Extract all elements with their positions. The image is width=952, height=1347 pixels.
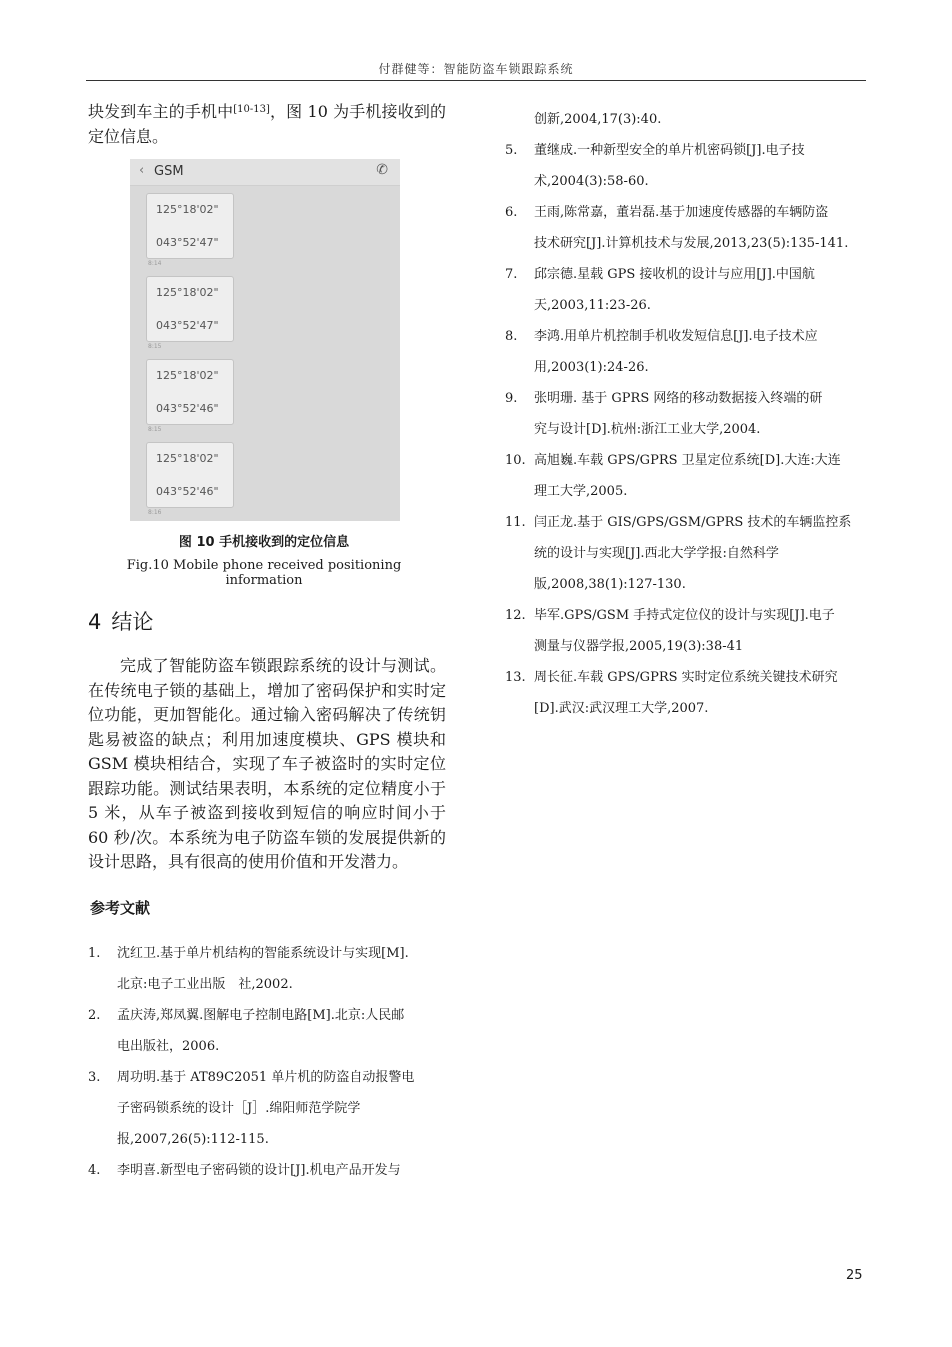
reference-text: 版,2008,38(1):127-130. <box>534 577 686 592</box>
reference-text: 子密码锁系统的设计［J］.绵阳师范学院学 <box>117 1100 361 1116</box>
reference-text: 董继成.一种新型安全的单片机密码锁[J].电子技 <box>534 143 805 158</box>
reference-text: 周功明.基于 AT89C2051 单片机的防盗自动报警电 <box>117 1069 415 1085</box>
phone-contact-title: GSM <box>154 164 184 179</box>
reference-number: 12. <box>505 608 526 623</box>
sms-bubble <box>146 276 234 342</box>
sms-time: 8:14 <box>148 260 162 267</box>
figure-caption-cn: 图 10 手机接收到的定位信息 <box>178 535 350 550</box>
reference-item <box>505 197 867 259</box>
reference-text: 邱宗德.星载 GPS 接收机的设计与应用[J].中国航 <box>534 267 815 282</box>
sms-latitude: 043°52'47" <box>156 236 219 249</box>
section-heading <box>88 606 446 636</box>
reference-text: 术,2004(3):58-60. <box>534 174 649 189</box>
page-number: 25 <box>846 1268 863 1283</box>
reference-number: 6. <box>505 205 518 220</box>
section-title: 结论 <box>111 610 154 634</box>
reference-text: 毕军.GPS/GSM 手持式定位仪的设计与实现[J].电子 <box>534 608 835 623</box>
reference-text: 孟庆涛,郑凤翼.图解电子控制电路[M].北京:人民邮 <box>117 1007 405 1023</box>
reference-text: [D].武汉:武汉理工大学,2007. <box>534 701 709 716</box>
reference-text: 李明喜.新型电子密码锁的设计[J].机电产品开发与 <box>117 1162 401 1178</box>
phone-call-icon: ✆ <box>376 162 388 178</box>
reference-text: 王雨,陈常嘉，董岩磊.基于加速度传感器的车辆防盗 <box>534 205 829 220</box>
sms-longitude: 125°18'02" <box>156 452 219 465</box>
reference-text: 张明珊. 基于 GPRS 网络的移动数据接入终端的研 <box>534 391 823 406</box>
sms-longitude: 125°18'02" <box>156 203 219 216</box>
sms-longitude: 125°18'02" <box>156 286 219 299</box>
references-heading: 参考文献 <box>90 898 151 917</box>
sms-time: 8:15 <box>148 343 162 350</box>
intro-text: 块发到车主的手机中 <box>88 102 234 121</box>
sms-time: 8:16 <box>148 509 162 516</box>
back-chevron-icon: ‹ <box>139 163 145 178</box>
reference-text: 高旭巍.车载 GPS/GPRS 卫星定位系统[D].大连:大连 <box>534 453 841 468</box>
reference-item <box>505 445 867 507</box>
reference-text: 北京:电子工业出版 社,2002. <box>117 976 293 992</box>
reference-item <box>88 1062 446 1155</box>
reference-number: 4. <box>88 1162 101 1178</box>
reference-number: 2. <box>88 1007 101 1023</box>
reference-text: 李鸿.用单片机控制手机收发短信息[J].电子技术应 <box>534 329 818 344</box>
reference-continuation <box>505 104 867 135</box>
reference-number: 11. <box>505 515 526 530</box>
reference-item <box>505 259 867 321</box>
sms-longitude: 125°18'02" <box>156 369 219 382</box>
reference-text: 闫正龙.基于 GIS/GPS/GSM/GPRS 技术的车辆监控系 <box>534 515 852 530</box>
reference-item <box>505 662 867 724</box>
intro-paragraph <box>88 100 446 149</box>
header-rule <box>86 80 866 81</box>
reference-text: 电出版社，2006. <box>117 1038 220 1054</box>
sms-latitude: 043°52'47" <box>156 319 219 332</box>
reference-item <box>88 1155 446 1186</box>
reference-item <box>505 321 867 383</box>
reference-number: 1. <box>88 945 101 961</box>
sms-time: 8:15 <box>148 426 162 433</box>
reference-item <box>505 507 867 600</box>
running-header: 付群健等：智能防盗车锁跟踪系统 <box>378 62 574 76</box>
intro-text-continued: ，图 10 为手机接收到的定位信息。 <box>88 102 446 146</box>
reference-number: 5. <box>505 143 518 158</box>
left-column <box>88 100 446 1186</box>
reference-item <box>505 600 867 662</box>
sms-bubble <box>146 193 234 259</box>
right-column <box>505 104 867 724</box>
reference-text: 理工大学,2005. <box>534 484 628 499</box>
reference-number: 9. <box>505 391 518 406</box>
reference-text: 统的设计与实现[J].西北大学学报:自然科学 <box>534 546 779 561</box>
reference-text: 报,2007,26(5):112-115. <box>117 1131 269 1147</box>
reference-text: 周长征.车载 GPS/GPRS 实时定位系统关键技术研究 <box>534 670 838 685</box>
reference-item <box>88 1000 446 1062</box>
phone-screenshot <box>130 159 400 521</box>
phone-title-bar <box>130 159 400 186</box>
reference-number: 10. <box>505 453 526 468</box>
conclusion-paragraph: 完成了智能防盗车锁跟踪系统的设计与测试。在传统电子锁的基础上，增加了密码保护和实时定位功能，更加智能化。通过输入密码解决了传统钥匙易被盗的缺点；利用加速度模块、GPS 模块和 GSM 模块相结合，实现了车子被盗时的实时定位跟踪功能。测试结果表明，本系统的定位精度小于 5 米，从车子被盗到接收到短信的响应时间小于 60 秒/次。本系统为电子防盗车锁的发展提供新的设计思路，具有很高的使用价值和开发潜力。 <box>88 656 446 871</box>
citation: [10-13] <box>233 104 270 115</box>
sms-latitude: 043°52'46" <box>156 485 219 498</box>
reference-list-left <box>88 938 446 1186</box>
reference-text: 测量与仪器学报,2005,19(3):38-41 <box>534 639 744 654</box>
sms-bubble <box>146 442 234 508</box>
reference-list-right <box>505 104 867 724</box>
reference-text: 天,2003,11:23-26. <box>534 298 651 313</box>
figure-caption-en: Fig.10 Mobile phone received positioning information <box>126 558 402 588</box>
sms-latitude: 043°52'46" <box>156 402 219 415</box>
sms-bubble <box>146 359 234 425</box>
reference-number: 13. <box>505 670 526 685</box>
reference-text: 用,2003(1):24-26. <box>534 360 649 375</box>
reference-number: 8. <box>505 329 518 344</box>
reference-number: 3. <box>88 1069 101 1085</box>
reference-text: 创新,2004,17(3):40. <box>534 112 662 127</box>
reference-number: 7. <box>505 267 518 282</box>
reference-item <box>505 135 867 197</box>
reference-text: 究与设计[D].杭州:浙江工业大学,2004. <box>534 422 761 437</box>
section-number: 4 <box>88 610 102 634</box>
reference-item <box>88 938 446 1000</box>
reference-text: 沈红卫.基于单片机结构的智能系统设计与实现[M]. <box>117 945 409 961</box>
reference-item <box>505 383 867 445</box>
reference-text: 技术研究[J].计算机技术与发展,2013,23(5):135-141. <box>534 236 849 251</box>
